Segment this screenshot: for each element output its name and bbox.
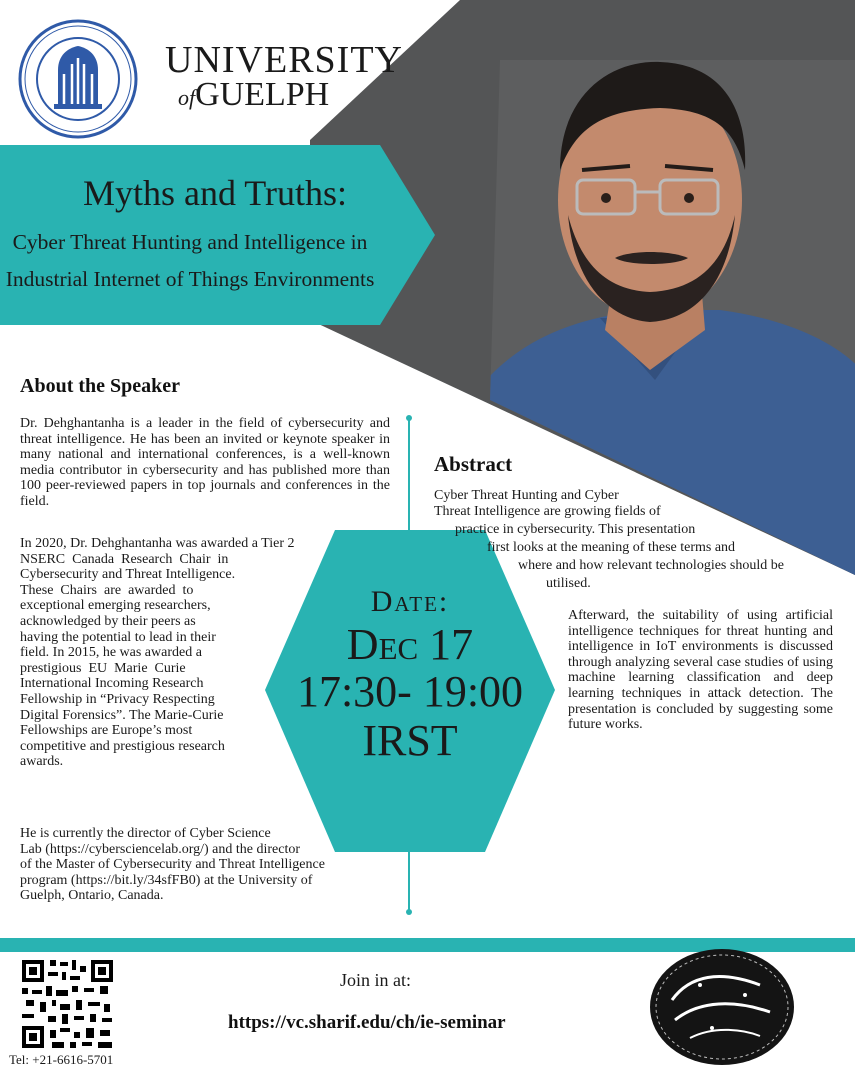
abstract-line: Threat Intelligence are growing fields of xyxy=(434,504,661,519)
about-p2-line: prestigious EU Marie Curie xyxy=(20,660,186,676)
about-p2-line: International Incoming Research xyxy=(20,676,204,692)
about-p2-line: competitive and prestigious research xyxy=(20,738,225,754)
about-heading: About the Speaker xyxy=(20,375,181,397)
about-p3-line: He is currently the director of Cyber Science xyxy=(20,826,271,841)
about-p2-line: Digital Forensics”. The Marie-Curie xyxy=(20,707,224,723)
abstract-paragraph-2: Afterward, the suitability of using artificial intelligence techniques for threat hunting and intelligence in IoT environments is discussed through analyzing several case studies of using machine learning classification and deep learning techniques in attack detection. The presentation is concluded by suggesting some future works. xyxy=(568,608,833,733)
about-p3-line: of the Master of Cybersecurity and Threat Intelligence xyxy=(20,857,325,873)
about-paragraph-2 xyxy=(20,536,310,770)
about-p3-line: program (https://bit.ly/34sfFB0) at the University of xyxy=(20,872,313,888)
abstract-line: practice in cybersecurity. This presentation xyxy=(455,522,696,537)
abstract-heading: Abstract xyxy=(434,452,513,476)
about-p2-line: In 2020, Dr. Dehghantanha was awarded a Tier 2 xyxy=(20,536,295,551)
date-label: Date: xyxy=(370,585,450,618)
qr-code-icon xyxy=(20,958,115,1050)
subtitle-line-1: Cyber Threat Hunting and Intelligence in xyxy=(12,230,368,254)
faculty-seal-icon xyxy=(650,949,794,1065)
about-p3-line: Guelph, Ontario, Canada. xyxy=(20,888,164,904)
event-timezone: IRST xyxy=(362,716,458,765)
about-p2-line: These Chairs are awarded to xyxy=(20,582,194,598)
guelph-logo-line2 xyxy=(178,76,329,114)
guelph-logo-of: of xyxy=(178,85,196,110)
about-p2-line: awards. xyxy=(20,754,64,770)
about-p2-line: field. In 2015, he was awarded a xyxy=(20,645,202,661)
about-paragraph-1: Dr. Dehghantanha is a leader in the field of cybersecurity and threat intelligence. He has been an invited or keynote speaker in many national and international conferences, is a well-known media contributor in cybersecurity and has published more than 100 peer-reviewed papers in top journals and conferences in the field. xyxy=(20,416,390,509)
event-info xyxy=(270,585,550,766)
about-p2-line: Fellowship in “Privacy Respecting xyxy=(20,691,215,707)
about-p2-line: having the potential to lead in their xyxy=(20,629,216,645)
abstract-line: first looks at the meaning of these terms and xyxy=(487,540,736,555)
telephone: Tel: +21-6616-5701 xyxy=(9,1052,114,1067)
sharif-logo-icon xyxy=(20,21,136,137)
join-label: Join in at: xyxy=(340,970,411,990)
about-p2-line: acknowledged by their peers as xyxy=(20,613,196,629)
about-p3-line: Lab (https://cybersciencelab.org/) and the director xyxy=(20,841,301,857)
seminar-link[interactable]: https://vc.sharif.edu/ch/ie-seminar xyxy=(228,1012,506,1033)
about-p2-line: Cybersecurity and Threat Intelligence. xyxy=(20,567,236,583)
about-p2-line: NSERC Canada Research Chair in xyxy=(20,551,229,567)
guelph-logo-guelph: GUELPH xyxy=(195,76,330,113)
abstract-line: where and how relevant technologies should be xyxy=(518,558,784,573)
poster-title: Myths and Truths: xyxy=(82,173,348,213)
about-p2-line: exceptional emerging researchers, xyxy=(20,598,211,614)
about-p2-line: Fellowships are Europe’s most xyxy=(20,723,193,739)
guelph-logo-line1: UNIVERSITY xyxy=(165,39,403,81)
abstract-line: Cyber Threat Hunting and Cyber xyxy=(434,488,619,503)
about-paragraph-3 xyxy=(20,826,382,904)
subtitle-line-2: Industrial Internet of Things Environments xyxy=(5,267,375,291)
event-time: 17:30- 19:00 xyxy=(296,667,524,716)
abstract-line: utilised. xyxy=(546,576,591,591)
event-date: Dec 17 xyxy=(346,620,474,669)
poster-subtitle xyxy=(0,224,380,298)
